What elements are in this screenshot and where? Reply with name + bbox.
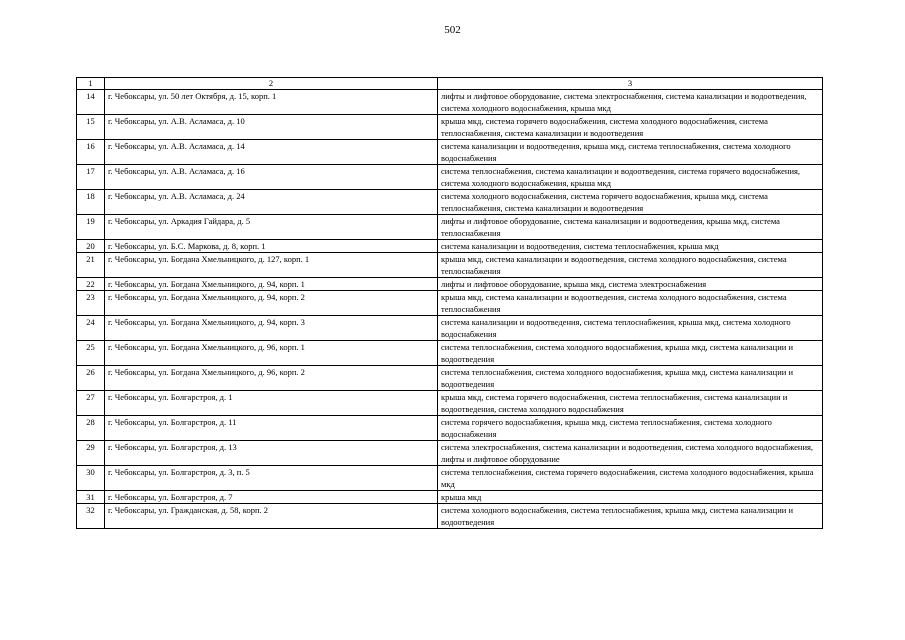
table-row	[77, 504, 823, 529]
table-row	[77, 115, 823, 140]
row-number: 17	[77, 165, 105, 190]
row-systems: система теплоснабжения, система холодного водоснабжения, крыша мкд, система канализации и водоотведения	[438, 341, 823, 366]
row-systems: крыша мкд, система горячего водоснабжения, система холодного водоснабжения, система теплоснабжения, система канализации и водоотведения	[438, 115, 823, 140]
row-number: 27	[77, 391, 105, 416]
row-number: 21	[77, 253, 105, 278]
row-systems: система холодного водоснабжения, система горячего водоснабжения, крыша мкд, система теплоснабжения, система канализации и водоотведения	[438, 190, 823, 215]
row-number: 32	[77, 504, 105, 529]
row-address: г. Чебоксары, ул. Богдана Хмельницкого, д. 94, корп. 3	[105, 316, 438, 341]
row-address: г. Чебоксары, ул. Болгарстроя, д. 13	[105, 441, 438, 466]
row-number: 25	[77, 341, 105, 366]
row-systems: система канализации и водоотведения, система теплоснабжения, крыша мкд, система холодного водоснабжения	[438, 316, 823, 341]
table-row	[77, 90, 823, 115]
row-systems: крыша мкд, система горячего водоснабжения, система теплоснабжения, система канализации и водоотведения, система холодного водоснабжения	[438, 391, 823, 416]
table-body	[77, 90, 823, 529]
row-number: 23	[77, 291, 105, 316]
row-number: 29	[77, 441, 105, 466]
row-address: г. Чебоксары, ул. Гражданская, д. 58, корп. 2	[105, 504, 438, 529]
row-address: г. Чебоксары, ул. Богдана Хмельницкого, д. 127, корп. 1	[105, 253, 438, 278]
table-row	[77, 316, 823, 341]
row-number: 14	[77, 90, 105, 115]
table-row	[77, 491, 823, 504]
table-row	[77, 466, 823, 491]
row-systems: система теплоснабжения, система холодного водоснабжения, крыша мкд, система канализации и водоотведения	[438, 366, 823, 391]
row-number: 20	[77, 240, 105, 253]
row-systems: крыша мкд, система канализации и водоотведения, система холодного водоснабжения, система теплоснабжения	[438, 253, 823, 278]
row-systems: система теплоснабжения, система горячего водоснабжения, система холодного водоснабжения, крыша мкд	[438, 466, 823, 491]
row-address: г. Чебоксары, ул. Б.С. Маркова, д. 8, корп. 1	[105, 240, 438, 253]
row-systems: система канализации и водоотведения, система теплоснабжения, крыша мкд	[438, 240, 823, 253]
row-systems: лифты и лифтовое оборудование, система канализации и водоотведения, крыша мкд, система теплоснабжения	[438, 215, 823, 240]
table-row	[77, 416, 823, 441]
row-systems: крыша мкд	[438, 491, 823, 504]
row-address: г. Чебоксары, ул. А.В. Асламаса, д. 24	[105, 190, 438, 215]
row-address: г. Чебоксары, ул. А.В. Асламаса, д. 10	[105, 115, 438, 140]
buildings-table	[76, 77, 823, 529]
row-address: г. Чебоксары, ул. Болгарстроя, д. 11	[105, 416, 438, 441]
row-number: 18	[77, 190, 105, 215]
table-row	[77, 140, 823, 165]
row-number: 28	[77, 416, 105, 441]
row-number: 31	[77, 491, 105, 504]
row-address: г. Чебоксары, ул. А.В. Асламаса, д. 14	[105, 140, 438, 165]
column-header-3: 3	[438, 78, 823, 90]
table-row	[77, 278, 823, 291]
row-address: г. Чебоксары, ул. Болгарстроя, д. 1	[105, 391, 438, 416]
row-address: г. Чебоксары, ул. Болгарстроя, д. 3, п. 5	[105, 466, 438, 491]
row-number: 30	[77, 466, 105, 491]
row-address: г. Чебоксары, ул. А.В. Асламаса, д. 16	[105, 165, 438, 190]
row-number: 16	[77, 140, 105, 165]
row-number: 24	[77, 316, 105, 341]
column-header-1: 1	[77, 78, 105, 90]
row-systems: система холодного водоснабжения, система теплоснабжения, крыша мкд, система канализации и водоотведения	[438, 504, 823, 529]
table-row	[77, 190, 823, 215]
table-header-row	[77, 78, 823, 90]
row-number: 26	[77, 366, 105, 391]
row-systems: система горячего водоснабжения, крыша мкд, система теплоснабжения, система холодного водоснабжения	[438, 416, 823, 441]
row-systems: система электроснабжения, система канализации и водоотведения, система холодного водоснабжения, лифты и лифтовое оборудование	[438, 441, 823, 466]
page-number: 502	[444, 24, 461, 36]
row-systems: крыша мкд, система канализации и водоотведения, система холодного водоснабжения, система теплоснабжения	[438, 291, 823, 316]
row-systems: система теплоснабжения, система канализации и водоотведения, система горячего водоснабжения, система холодного водоснабжения, крыша мкд	[438, 165, 823, 190]
row-address: г. Чебоксары, ул. Богдана Хмельницкого, д. 96, корп. 2	[105, 366, 438, 391]
table-row	[77, 391, 823, 416]
row-systems: лифты и лифтовое оборудование, система электроснабжения, система канализации и водоотведения, система холодного водоснабжения, крыша мкд	[438, 90, 823, 115]
row-address: г. Чебоксары, ул. Болгарстроя, д. 7	[105, 491, 438, 504]
row-systems: лифты и лифтовое оборудование, крыша мкд, система электроснабжения	[438, 278, 823, 291]
row-address: г. Чебоксары, ул. Богдана Хмельницкого, д. 94, корп. 1	[105, 278, 438, 291]
row-systems: система канализации и водоотведения, крыша мкд, система теплоснабжения, система холодного водоснабжения	[438, 140, 823, 165]
row-number: 22	[77, 278, 105, 291]
table-row	[77, 215, 823, 240]
table-row	[77, 291, 823, 316]
row-address: г. Чебоксары, ул. 50 лет Октября, д. 15, корп. 1	[105, 90, 438, 115]
table-row	[77, 253, 823, 278]
row-number: 15	[77, 115, 105, 140]
table-row	[77, 366, 823, 391]
table-row	[77, 341, 823, 366]
row-address: г. Чебоксары, ул. Аркадия Гайдара, д. 5	[105, 215, 438, 240]
row-number: 19	[77, 215, 105, 240]
row-address: г. Чебоксары, ул. Богдана Хмельницкого, д. 96, корп. 1	[105, 341, 438, 366]
column-header-2: 2	[105, 78, 438, 90]
row-address: г. Чебоксары, ул. Богдана Хмельницкого, д. 94, корп. 2	[105, 291, 438, 316]
table-row	[77, 441, 823, 466]
table-row	[77, 165, 823, 190]
table-row	[77, 240, 823, 253]
